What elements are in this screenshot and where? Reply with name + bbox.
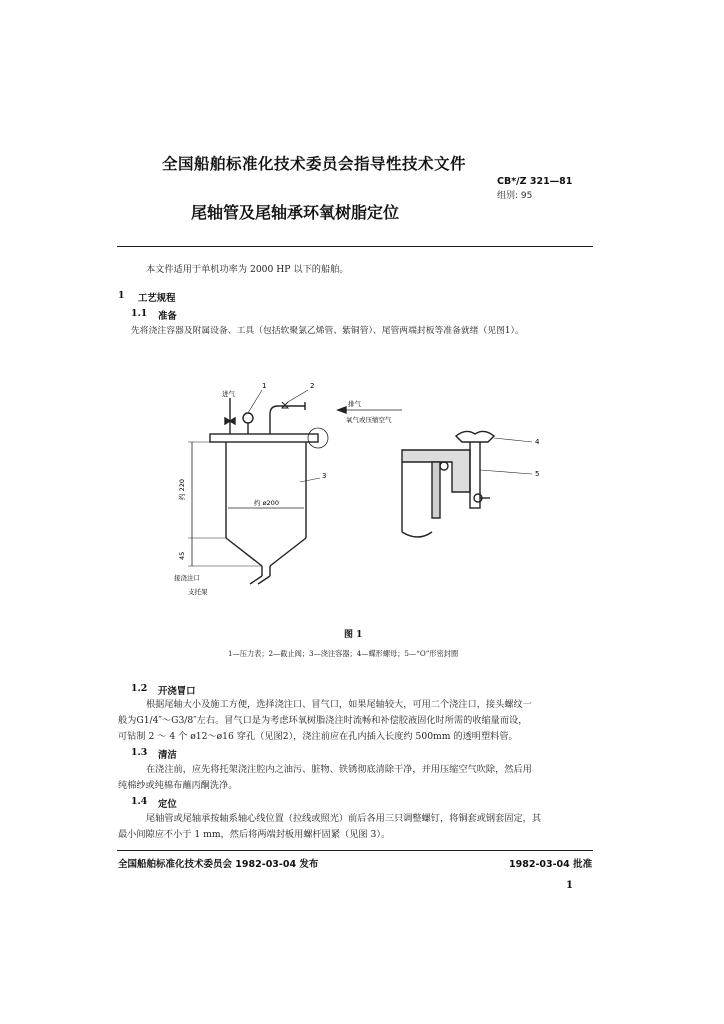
section-1-number: 1 xyxy=(118,290,125,301)
section-1-4-line-2: 最小间隙应不小于 1 mm，然后将两端封板用螺杆固紧（见图 3）。 xyxy=(118,829,391,840)
section-1-title: 工艺规程 xyxy=(138,293,176,304)
section-1-1-title: 准备 xyxy=(158,311,177,322)
footer-issuer: 全国船舶标准化技术委员会 1982-03-04 发布 xyxy=(118,859,319,870)
section-1-1-number: 1.1 xyxy=(131,308,148,319)
section-1-2-title: 开浇冒口 xyxy=(158,686,196,697)
label-diameter: 约 ø200 xyxy=(254,499,279,507)
document-title: 尾轴管及尾轴承环氧树脂定位 xyxy=(191,203,400,222)
section-1-4-title: 定位 xyxy=(158,799,177,810)
label-air-in: 进气 xyxy=(222,390,235,398)
label-n4: 4 xyxy=(535,438,540,446)
section-1-2-line-1: 根据尾轴大小及施工方便，选择浇注口、冒气口，如果尾轴较大，可用二个浇注口，接头螺纹一 xyxy=(146,699,532,710)
section-1-4-line-1: 尾轴管或尾轴承按轴系轴心线位置（拉线或照光）前后各用三只调整螺钉，将铜套或钢套固定，其 xyxy=(146,813,542,824)
figure-legend: 1—压力表；2—截止阀；3—浇注容器；4—蝶形螺母；5—“O”形密封圈 xyxy=(228,649,459,658)
label-height-2: 45 xyxy=(178,551,186,560)
label-pressure-air: 氧气或压缩空气 xyxy=(346,416,392,424)
label-n1: 1 xyxy=(262,382,267,390)
intro-paragraph: 本文件适用于单机功率为 2000 HP 以下的船舶。 xyxy=(146,264,349,275)
section-1-2-number: 1.2 xyxy=(131,683,148,694)
page-number: 1 xyxy=(566,880,573,891)
label-n2: 2 xyxy=(310,382,315,390)
seal-detail-drawing xyxy=(402,431,532,537)
label-to-port: 接浇注口 xyxy=(174,574,200,582)
figure-1-drawing xyxy=(170,378,590,608)
section-1-2-line-3: 可钻制 2 ～ 4 个 ø12～ø16 穿孔（见图2），浇注前应在孔内插入长度约 500mm 的透明塑料管。 xyxy=(118,731,518,742)
section-1-4-number: 1.4 xyxy=(131,796,148,807)
section-1-3-line-1: 在浇注前，应先将托架浇注腔内之油污、脏物、铁锈彻底清除干净，并用压缩空气吹除，然后用 xyxy=(146,764,532,775)
standard-code: CB*/Z 321—81 xyxy=(497,176,573,187)
group-number: 组别: 95 xyxy=(497,191,533,201)
pouring-container-drawing xyxy=(188,390,328,584)
footer-approval: 1982-03-04 批准 xyxy=(509,859,593,870)
org-title: 全国船舶标准化技术委员会指导性技术文件 xyxy=(162,155,467,173)
label-n3: 3 xyxy=(322,472,327,480)
header-rule xyxy=(117,246,593,247)
figure-caption: 图 1 xyxy=(344,630,363,640)
section-1-3-number: 1.3 xyxy=(131,747,148,758)
label-height-1: 约 220 xyxy=(178,479,186,500)
label-bracket: 支托架 xyxy=(188,588,208,596)
footer-rule xyxy=(117,850,593,851)
section-1-2-line-2: 般为G1/4″～G3/8″左右。冒气口是为考虑环氧树脂浇注时流畅和补偿胶液固化时所需的收缩量而设， xyxy=(118,715,528,726)
section-1-3-line-2: 纯棉纱或纯棉布蘸丙酮洗净。 xyxy=(118,780,238,791)
section-1-1-text: 先将浇注容器及附属设备、工具（包括软聚氯乙烯管、紫铜管）、尾管两端封板等准备就绪（见图1）。 xyxy=(131,326,524,336)
label-exhaust: 排气 xyxy=(348,400,361,408)
section-1-3-title: 清洁 xyxy=(158,750,177,761)
label-n5: 5 xyxy=(535,470,540,478)
